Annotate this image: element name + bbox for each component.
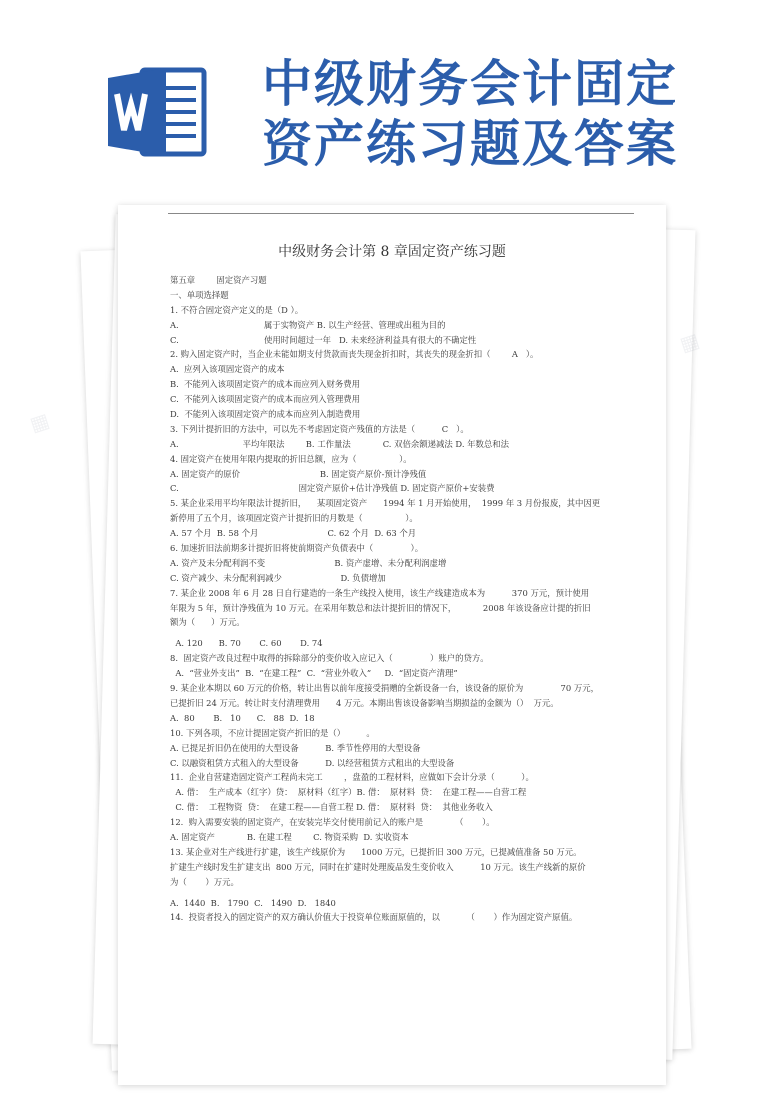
document-line: A. 已提足折旧仍在使用的大型设备 B. 季节性停用的大型设备 <box>170 742 421 753</box>
document-line: 1. 不符合固定资产定义的是（D ）。 <box>170 304 304 315</box>
document-line: 一、单项选择题 <box>170 289 229 300</box>
document-line: 已提折旧 24 万元。转让时支付清理费用 4 万元。本期出售该设备影响当期损益的金额为（） 万元。 <box>170 697 559 708</box>
document-line: 14. 投资者投入的固定资产的双方确认价值大于投资单位账面原值的，以 （ ）作为固定资产原值。 <box>170 912 578 923</box>
document-line: 6. 加速折旧法前期多计提折旧将使前期资产负债表中（ ）。 <box>170 543 424 554</box>
word-document-icon <box>108 64 208 160</box>
document-line: A. 120 B. 70 C. 60 D. 74 <box>170 638 323 649</box>
document-line: 第五章 固定资产习题 <box>170 275 267 285</box>
document-line: A. 57 个月 B. 58 个月 C. 62 个月 D. 63 个月 <box>170 528 417 539</box>
title-line-1: 中级财务会计固定 <box>262 55 678 113</box>
banner <box>0 0 780 190</box>
document-line: 13. 某企业对生产线进行扩建，该生产线原价为 1000 万元，已提折旧 300 万元，已提减值准备 50 万元。 <box>170 846 582 857</box>
document-line: D. 不能列入该项固定资产的成本而应列入制造费用 <box>170 409 361 420</box>
document-line: 年限为 5 年，预计净残值为 10 万元。在采用年数总和法计提折旧的情况下， 2008 年该设备应计提的折旧 <box>170 602 591 613</box>
document-line: A. 应列入该项固定资产的成本 <box>170 364 285 375</box>
page-title <box>262 54 762 174</box>
document-line: 12. 购入需要安装的固定资产，在安装完毕交付使用前记入的账户是 （ ）。 <box>170 817 495 828</box>
document-line: 8. 固定资产改良过程中取得的拆除部分的变价收入应记入（ ）账户的贷方。 <box>170 653 489 664</box>
document-line: C. 借： 工程物资 贷： 在建工程——自营工程 D. 借： 原材料 贷： 其他业务收入 <box>170 802 493 813</box>
title-line-2: 资产练习题及答案 <box>262 115 678 173</box>
document-line: A. 平均年限法 B. 工作量法 C. 双倍余额递减法 D. 年数总和法 <box>170 438 510 449</box>
document-title: 中级财务会计第 8 章固定资产练习题 <box>278 244 506 260</box>
document-line: C. 使用时间超过一年 D. 未来经济利益具有很大的不确定性 <box>170 334 477 345</box>
document-line: 10. 下列各项，不应计提固定资产折旧的是（） 。 <box>170 727 375 738</box>
document-line: 9. 某企业本期以 60 万元的价格，转让出售以前年度接受捐赠的全新设备一台，该设备的原价为 70 万元， <box>170 683 599 694</box>
document-line: 11. 企业自营建造固定资产工程尚未完工 ，盘盈的工程材料，应做如下会计分录（ ）。 <box>170 772 534 783</box>
document-line: B. 不能列入该项固定资产的成本而应列入财务费用 <box>170 379 361 390</box>
document-line: A. 属于实物资产 B. 以生产经营、管理或出租为目的 <box>170 319 446 330</box>
document-line: 7. 某企业 2008 年 6 月 28 日自行建造的一条生产线投入使用，该生产线建造成本为 370 万元，预计使用 <box>170 587 590 598</box>
document-line: C. 固定资产原价+估计净残值 D. 固定资产原价+安装费 <box>170 483 495 494</box>
document-line: 3. 下列计提折旧的方法中，可以先不考虑固定资产残值的方法是（ C ）。 <box>170 423 469 434</box>
document-line: 4. 固定资产在使用年限内提取的折旧总额，应为（ ）。 <box>170 453 412 464</box>
document-line: C. 以融资租赁方式租入的大型设备 D. 以经营租赁方式租出的大型设备 <box>170 757 455 768</box>
document-line: A. 固定资产 B. 在建工程 C. 物资采购 D. 实收资本 <box>170 831 409 842</box>
header-rule <box>168 213 634 214</box>
document-line: A. 1440 B. 1790 C. 1490 D. 1840 <box>170 897 336 908</box>
document-line: A. 固定资产的原价 B. 固定资产原价-预计净残值 <box>170 468 427 479</box>
document-line: 2. 购入固定资产时，当企业未能如期支付货款而丧失现金折扣时，其丧失的现金折扣（ A ）。 <box>170 349 539 360</box>
document-line: A. 借： 生产成本（红字）贷： 原材料（红字）B. 借： 原材料 贷： 在建工程——自营工程 <box>170 787 527 798</box>
document-line: C. 不能列入该项固定资产的成本而应列入管理费用 <box>170 394 360 405</box>
document-line: 扩建生产线时发生扩建支出 800 万元，同时在扩建时处理废品发生变价收入 10 万元。该生产线新的原价 <box>170 861 586 872</box>
document-body <box>170 273 640 925</box>
watermark: ▦ <box>26 407 53 437</box>
document-line: A. “营业外支出” B. “在建工程” C. “营业外收入” D. “固定资产清理” <box>170 668 458 679</box>
document-line: 为（ ）万元。 <box>170 876 239 887</box>
document-line: 额为（ ）万元。 <box>170 617 245 628</box>
document-line: 5. 某企业采用平均年限法计提折旧， 某项固定资产 1994 年 1 月开始使用， 1999 年 3 月份报废，其中因更 <box>170 498 601 509</box>
document-line: A. 80 B. 10 C. 88 D. 18 <box>170 712 315 723</box>
document-line: A. 资产及未分配利润不变 B. 资产虚增、未分配利润虚增 <box>170 557 447 568</box>
document-page <box>118 205 666 1085</box>
document-line: 新停用了五个月，该项固定资产计提折旧的月数是（ ）。 <box>170 513 418 524</box>
document-line: C. 资产减少、未分配利润减少 D. 负债增加 <box>170 572 386 583</box>
